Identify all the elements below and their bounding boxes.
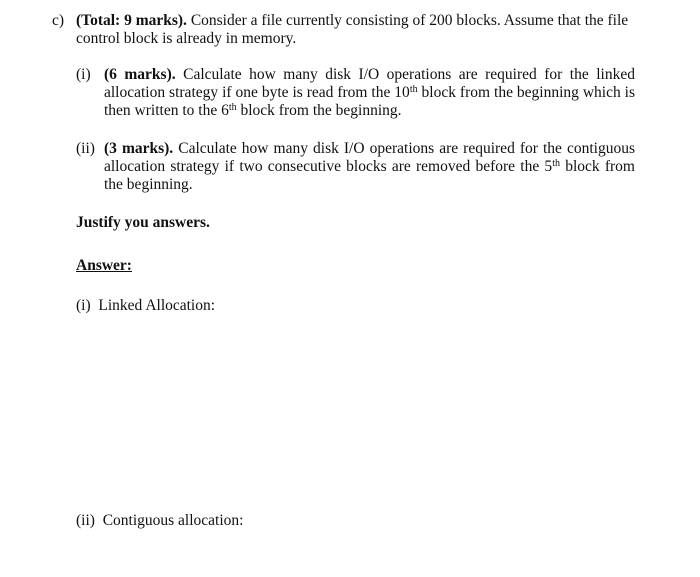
part-i-label: (i)	[76, 66, 91, 83]
justify-instruction: Justify you answers.	[76, 214, 210, 231]
question-marks: (Total: 9 marks).	[76, 12, 187, 29]
answer-heading: Answer:	[76, 257, 132, 274]
part-ii-marks: (3 marks).	[104, 140, 174, 157]
part-ii-label: (ii)	[76, 140, 95, 157]
part-i-marks: (6 marks).	[104, 66, 176, 83]
question-label: c)	[52, 12, 65, 29]
part-ii-text: (3 marks). Calculate how many disk I/O operations are required for the contiguous allocation strategy if two consecutive blocks are removed before the 5th block from the beginning.	[104, 140, 635, 193]
question-body: Consider a file currently consisting of 200 blocks. Assume that the file control block is already in memory.	[76, 12, 629, 47]
answer-part-ii: (ii) Contiguous allocation:	[76, 512, 244, 529]
answer-part-i: (i) Linked Allocation:	[76, 297, 216, 314]
question-text	[76, 12, 656, 48]
part-i-text: (6 marks). Calculate how many disk I/O operations are required for the linked allocation strategy if one byte is read from the 10th block from the beginning which is then written to the 6th block from the beginning.	[104, 66, 635, 119]
